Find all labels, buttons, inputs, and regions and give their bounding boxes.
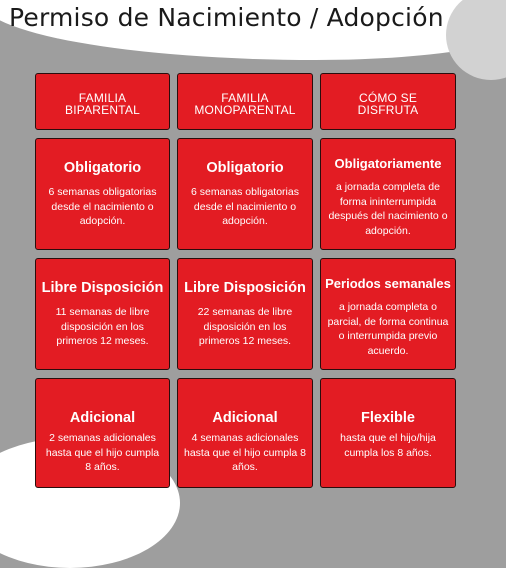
card-text: 22 semanas de libre disposición en los primeros 12 meses. <box>197 306 293 347</box>
card-obligatoriamente <box>320 138 456 250</box>
column-header-biparental <box>35 73 170 130</box>
column-header-label: CÓMO SE DISFRUTA <box>357 90 419 117</box>
card-title: Adicional <box>212 410 278 426</box>
column-header-label: FAMILIA MONOPARENTAL <box>194 90 296 117</box>
card-text: hasta que el hijo/hija cumpla los 8 años. <box>340 432 436 459</box>
card-obligatorio-monoparental <box>177 138 313 250</box>
card-flexible <box>320 378 456 488</box>
card-text: a jornada completa de forma ininterrumpida después del nacimiento o adopción. <box>328 181 448 237</box>
card-title: Flexible <box>361 410 415 426</box>
card-periodos-semanales <box>320 258 456 370</box>
card-text: 6 semanas obligatorias desde el nacimiento o adopción. <box>191 186 299 227</box>
card-text: 6 semanas obligatorias desde el nacimiento o adopción. <box>48 186 157 227</box>
card-title: Libre Disposición <box>184 280 306 296</box>
card-adicional-biparental <box>35 378 170 488</box>
card-title: Libre Disposición <box>41 280 164 296</box>
card-title: Obligatorio <box>206 160 284 176</box>
card-libre-disposicion-monoparental <box>177 258 313 370</box>
card-obligatorio-biparental <box>35 138 170 250</box>
card-title: Adicional <box>69 410 136 426</box>
card-text: a jornada completa o parcial, de forma continua o interrumpida previo acuerdo. <box>327 301 449 357</box>
card-text: 4 semanas adicionales hasta que el hijo cumpla 8 años. <box>184 432 306 473</box>
column-header-monoparental <box>177 73 313 130</box>
page-title: Permiso de Nacimiento / Adopción <box>9 3 444 32</box>
column-header-label: FAMILIA BIPARENTAL <box>65 90 140 117</box>
decorative-shape-right <box>446 0 506 80</box>
card-title: Obligatoriamente <box>334 156 442 171</box>
card-text: 11 semanas de libre disposición en los primeros 12 meses. <box>55 306 150 347</box>
card-libre-disposicion-biparental <box>35 258 170 370</box>
card-text: 2 semanas adicionales hasta que el hijo cumpla 8 años. <box>45 432 160 473</box>
column-header-como-se-disfruta <box>320 73 456 130</box>
card-title: Periodos semanales <box>325 276 451 291</box>
card-title: Obligatorio <box>63 160 142 176</box>
card-adicional-monoparental <box>177 378 313 488</box>
